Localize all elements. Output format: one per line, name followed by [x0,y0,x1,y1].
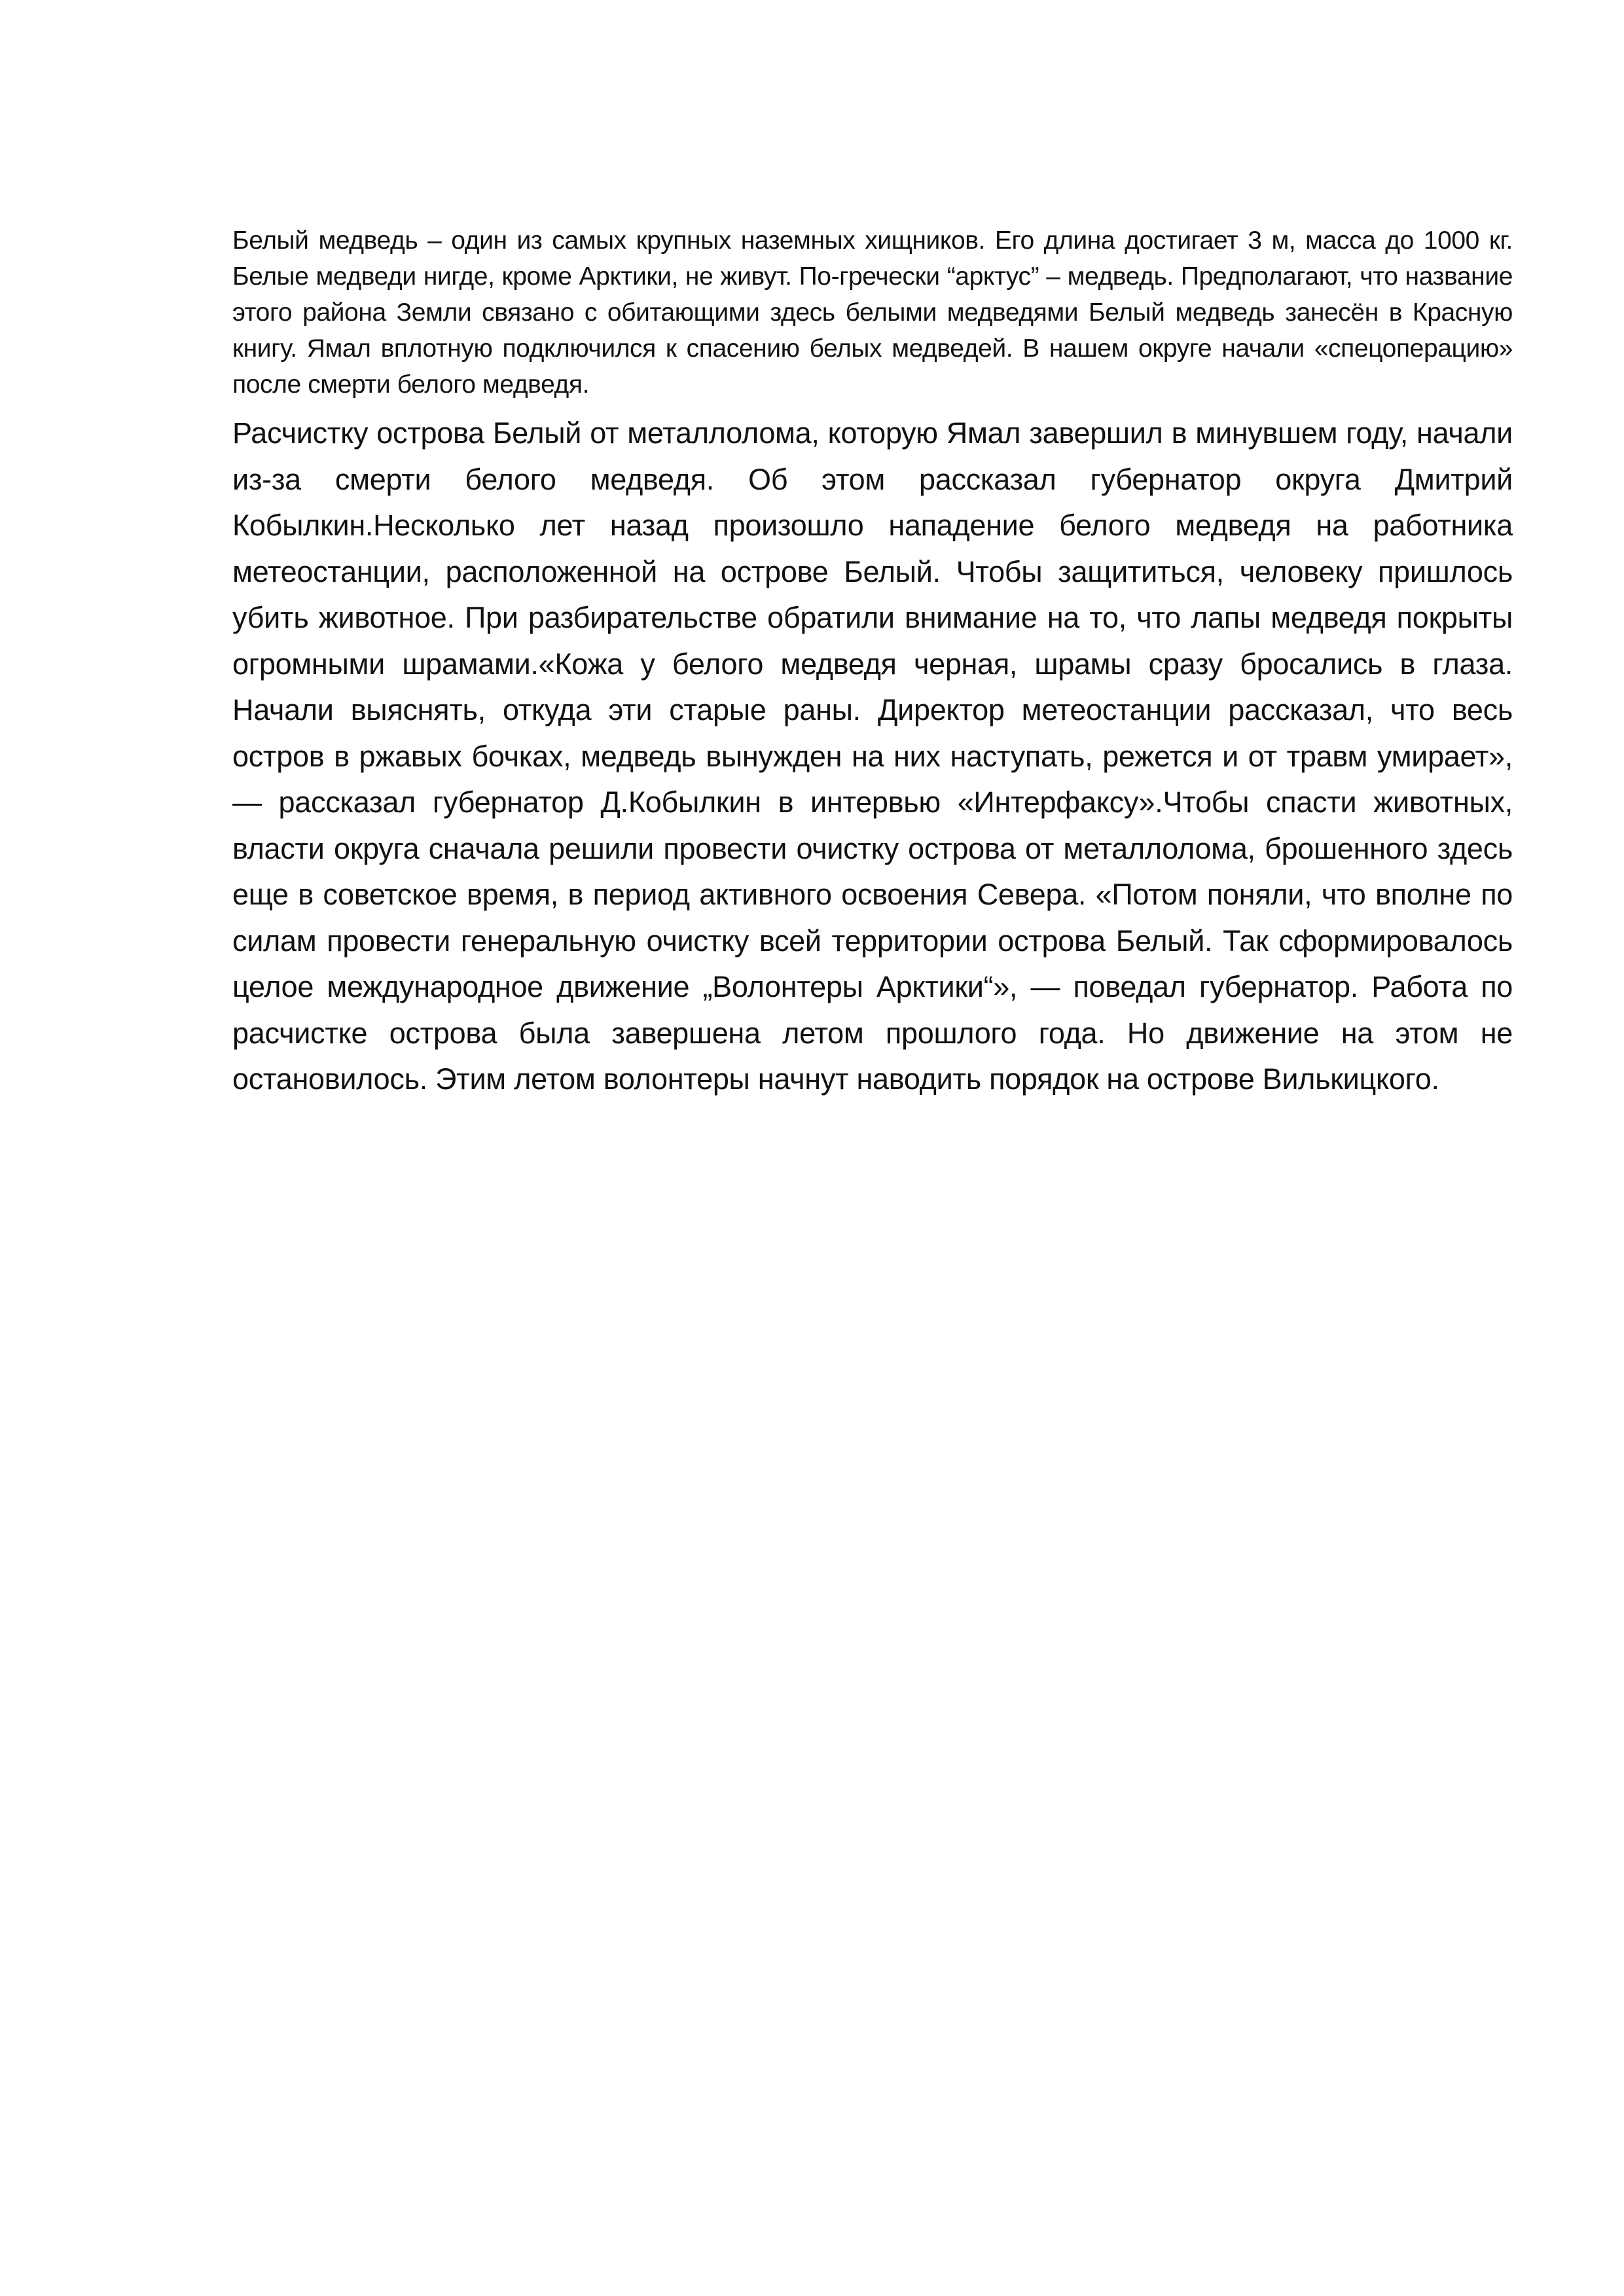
article-paragraph: Расчистку острова Белый от металлолома, которую Ямал завершил в минувшем году, начали из-за смерти белого медведя. Об этом рассказал губернатор округа Дмитрий Кобылкин.Несколько лет назад произошло нападение белого медведя на работника метеостанции, расположенной на острове Белый. Чтобы защититься, человеку пришлось убить животное. При разбирательстве обратили внимание на то, что лапы медведя покрыты огромными шрамами.«Кожа у белого медведя черная, шрамы сразу бросались в глаза. Начали выяснять, откуда эти старые раны. Директор метеостанции рассказал, что весь остров в ржавых бочках, медведь вынужден на них наступать, режется и от травм умирает», — рассказал губернатор Д.Кобылкин в интервью «Интерфаксу».Чтобы спасти животных, власти округа сначала решили провести очистку острова от металлолома, брошенного здесь еще в советское время, в период активного освоения Севера. «Потом поняли, что вполне по силам провести генеральную очистку всей территории острова Белый. Так сформировалось целое международное движение „Волонтеры Арктики“», — поведал губернатор. Работа по расчистке острова была завершена летом прошлого года. Но движение на этом не остановилось. Этим летом волонтеры начнут наводить порядок на острове Вилькицкого. [232,416,1513,1096]
intro-paragraph: Белый медведь – один из самых крупных наземных хищников. Его длина достигает 3 м, масса до 1000 кг. Белые медведи нигде, кроме Арктики, не живут. По-гречески “арктус” – медведь. Предполагают, что название этого района Земли связано с обитающими здесь белыми медведями Белый медведь занесён в Красную книгу. Ямал вплотную подключился к спасению белых медведей. В нашем округе начали «спецоперацию» после смерти белого медведя. [232,226,1513,399]
